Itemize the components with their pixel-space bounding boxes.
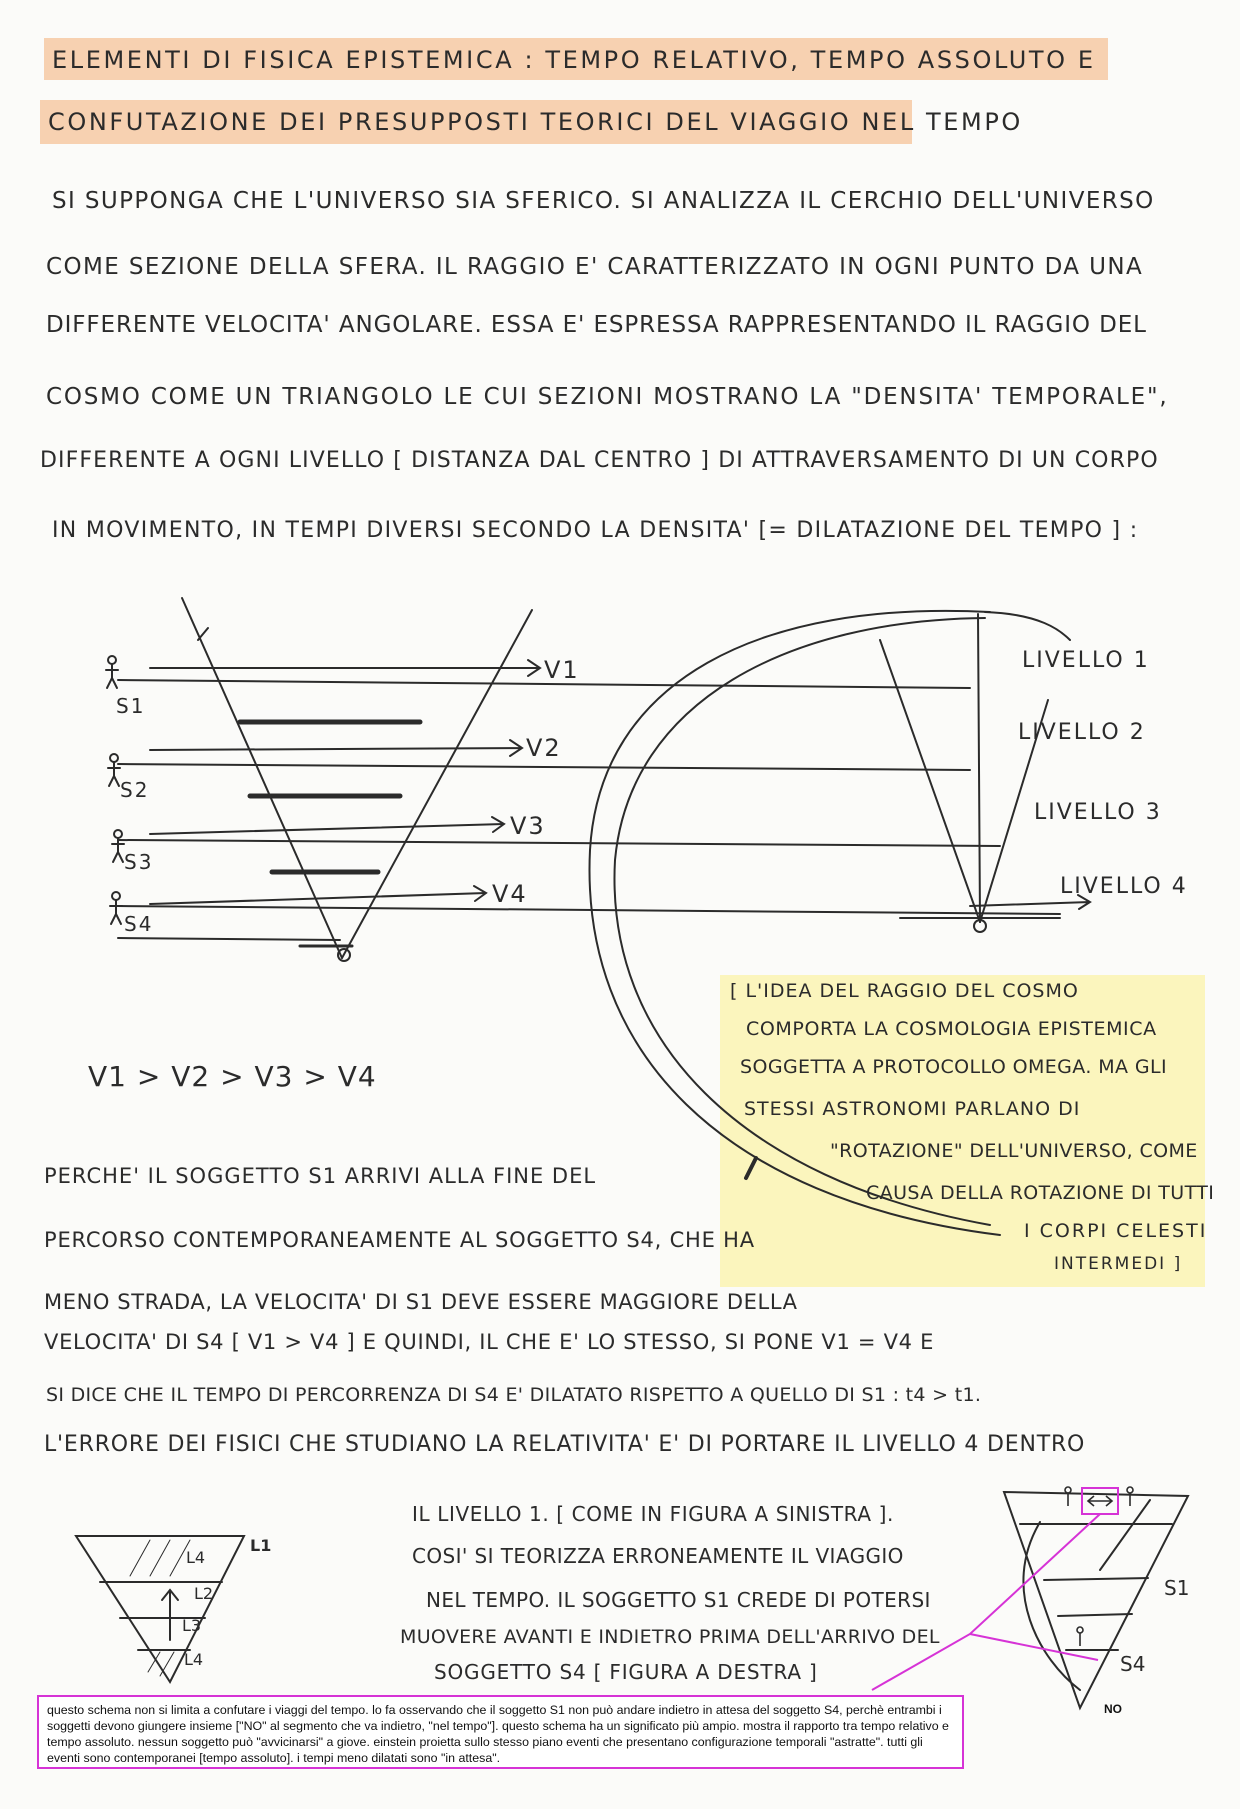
level-label-4: LIVELLO 4 [1060,874,1188,899]
caption-line-1: IL LIVELLO 1. [ COME IN FIGURA A SINISTRA ]. [412,1502,894,1526]
no-label-line [970,1634,1098,1660]
subject-label-s4: S4 [124,912,154,936]
intro-line-3: DIFFERENTE VELOCITA' ANGOLARE. ESSA E' ESPRESSA RAPPRESENTANDO IL RAGGIO DEL [46,312,1147,338]
small-left-label-l3: L3 [182,1616,202,1635]
arrow-v4 [150,886,486,904]
level-line-base [118,938,340,940]
small-left-arrow [162,1590,178,1640]
level-label-3: LIVELLO 3 [1034,800,1162,825]
small-left-hatch-top [130,1540,190,1576]
subject-label-s2: S2 [120,778,150,802]
triangle-arrow-tip [198,628,208,640]
small-left-label-l4-top: L4 [186,1548,206,1567]
small-right-l2 [1044,1578,1148,1580]
subject-label-s1: S1 [116,694,146,718]
left-right-arrow-icon [1088,1496,1112,1506]
body-line-4: VELOCITA' DI S4 [ V1 > V4 ] E QUINDI, IL CHE E' LO STESSO, SI PONE V1 = V4 E [44,1330,935,1354]
rotation-tick [746,1158,756,1178]
sticky-line-1: [ L'IDEA DEL RAGGIO DEL COSMO [730,980,1079,1002]
intro-line-1: SI SUPPONGA CHE L'UNIVERSO SIA SFERICO. SI ANALIZZA IL CERCHIO DELL'UNIVERSO [52,188,1155,214]
title-line-2: CONFUTAZIONE DEI PRESUPPOSTI TEORICI DEL VIAGGIO NEL TEMPO [48,108,1023,136]
intro-line-2: COME SEZIONE DELLA SFERA. IL RAGGIO E' CARATTERIZZATO IN OGNI PUNTO DA UNA [46,254,1144,280]
radius-1 [880,640,980,922]
sticky-line-7: I CORPI CELESTI [1024,1220,1208,1242]
stick-figure-s1 [106,656,118,688]
annotation-box [37,1695,964,1769]
universe-circle-inner [614,618,990,1225]
velocity-label-v4: V4 [492,880,528,908]
small-left-label-l4-bottom: L4 [184,1650,204,1669]
annotation-text: questo schema non si limita a confutare i viaggi del tempo. lo fa osservando che il soggetto S1 non può andare indietro in attesa del soggetto S4, perchè entrambi i soggetti devono giungere insieme ["NO" al segmento che va indietro, "nel tempo"]. questo schema ha un significato più ampio. mostra il rapporto tra tempo relativo e tempo assoluto. nessun soggetto può "avvicinarsi" a giove. einstein proietta sullo stesso piano eventi che presentano configurazione temporali "astratte". tutti gli eventi sono contemporanei [tempo assoluto]. i tempi meno dilatati sono "in attesa". [47,1703,949,1765]
universe-circle-right [985,612,1070,640]
small-left-label-l2: L2 [194,1584,214,1603]
small-right-l3 [1058,1614,1132,1616]
subject-label-s3: S3 [124,850,154,874]
arrow-v3 [150,817,504,834]
level-line-3 [118,840,1000,846]
small-right-label-s1: S1 [1164,1576,1190,1600]
intro-line-6: IN MOVIMENTO, IN TEMPI DIVERSI SECONDO LA DENSITA' [= DILATAZIONE DEL TEMPO ] : [52,518,1139,543]
velocity-label-v2: V2 [526,734,562,762]
sticky-line-3: SOGGETTA A PROTOCOLLO OMEGA. MA GLI [740,1056,1167,1078]
stick-figure-s4 [110,892,122,924]
level-line-4 [118,906,1060,914]
intro-line-5: DIFFERENTE A OGNI LIVELLO [ DISTANZA DAL CENTRO ] DI ATTRAVERSAMENTO DI UN CORPO [40,448,1159,473]
body-line-5: SI DICE CHE IL TEMPO DI PERCORRENZA DI S4 E' DILATATO RISPETTO A QUELLO DI S1 : t4 > t1. [46,1384,982,1406]
caption-line-5: SOGGETTO S4 [ FIGURA A DESTRA ] [434,1660,818,1684]
radius-2 [978,614,980,922]
sticky-line-6: CAUSA DELLA ROTAZIONE DI TUTTI [866,1182,1215,1204]
small-right-curve [1023,1522,1080,1690]
level-label-2: LIVELLO 2 [1018,720,1146,745]
intro-line-4: COSMO COME UN TRIANGOLO LE CUI SEZIONI MOSTRANO LA "DENSITA' TEMPORALE", [46,384,1169,410]
caption-line-3: NEL TEMPO. IL SOGGETTO S1 CREDE DI POTERSI [426,1588,931,1612]
body-line-6: L'ERRORE DEI FISICI CHE STUDIANO LA RELATIVITA' E' DI PORTARE IL LIVELLO 4 DENTRO [44,1432,1086,1457]
caption-line-4: MUOVERE AVANTI E INDIETRO PRIMA DELL'ARRIVO DEL [400,1626,940,1648]
caption-line-2: COSI' SI TEORIZZA ERRONEAMENTE IL VIAGGIO [412,1544,904,1568]
velocity-label-v1: V1 [544,656,580,684]
stick-figure-s3 [112,830,124,862]
no-label: NO [1104,1702,1122,1716]
velocity-inequality: V1 > V2 > V3 > V4 [88,1060,377,1093]
title-line-1: ELEMENTI DI FISICA EPISTEMICA : TEMPO RELATIVO, TEMPO ASSOLUTO E [52,46,1096,74]
level-label-1: LIVELLO 1 [1022,648,1150,673]
level-line-2 [118,764,970,770]
velocity-label-v3: V3 [510,812,546,840]
small-right-diagonal [1100,1500,1150,1570]
arrow-v1 [150,660,540,676]
body-line-2: PERCORSO CONTEMPORANEAMENTE AL SOGGETTO S4, CHE HA [44,1228,755,1252]
triangle-left-edge [182,598,342,958]
body-line-1: PERCHE' IL SOGGETTO S1 ARRIVI ALLA FINE DEL [44,1164,597,1188]
sticky-line-2: COMPORTA LA COSMOLOGIA EPISTEMICA [746,1018,1157,1040]
small-left-label-l1: L1 [250,1536,272,1555]
sticky-line-5: "ROTAZIONE" DELL'UNIVERSO, COME [830,1140,1198,1162]
arrow-v2 [150,740,522,756]
body-line-3: MENO STRADA, LA VELOCITA' DI S1 DEVE ESSERE MAGGIORE DELLA [44,1290,798,1314]
small-right-label-s4: S4 [1120,1652,1146,1676]
stick-figure-s2 [108,754,120,786]
sticky-line-8: INTERMEDI ] [1054,1254,1183,1274]
sticky-line-4: STESSI ASTRONOMI PARLANO DI [744,1098,1081,1120]
